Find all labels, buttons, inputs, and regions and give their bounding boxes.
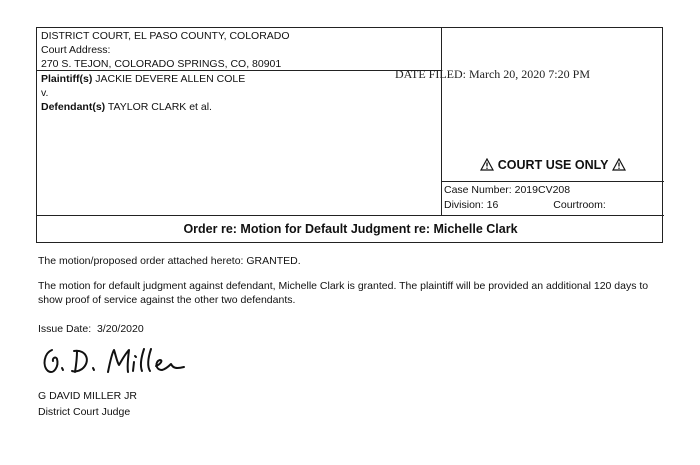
court-use-only-label xyxy=(442,158,664,172)
judge-name: G DAVID MILLER JR xyxy=(38,390,137,402)
court-address-label: Court Address: xyxy=(41,44,111,56)
plaintiff-label: Plaintiff(s) xyxy=(41,73,93,85)
handwritten-signature xyxy=(40,344,200,378)
warning-triangle-icon xyxy=(612,158,626,171)
plaintiff-line xyxy=(41,72,437,86)
courtroom-label: Courtroom: xyxy=(553,199,606,211)
defendant-line xyxy=(41,100,437,114)
date-filed-stamp: DATE FILED: March 20, 2020 7:20 PM xyxy=(395,67,590,81)
defendant-label: Defendant(s) xyxy=(41,101,106,113)
division-value: 16 xyxy=(486,199,499,211)
court-name: DISTRICT COURT, EL PASO COUNTY, COLORADO xyxy=(41,30,290,42)
caption-parties-section xyxy=(37,28,442,215)
case-info-box xyxy=(442,181,664,215)
granted-line: The motion/proposed order attached hereto: GRANTED. xyxy=(38,255,301,267)
parties-block xyxy=(37,71,441,115)
issue-date-line xyxy=(38,322,663,336)
versus: v. xyxy=(41,87,49,99)
case-number-row xyxy=(444,183,662,198)
division-label: Division: xyxy=(444,199,484,211)
order-paragraph: The motion for default judgment against defendant, Michelle Clark is granted. The plaintiff will be provided an additional 120 days to show proof of service against the other two defendants. xyxy=(38,280,649,306)
case-number: 2019CV208 xyxy=(514,184,571,196)
court-info-block xyxy=(37,28,441,71)
case-number-label: Case Number: xyxy=(444,184,512,196)
warning-triangle-icon xyxy=(480,158,494,171)
defendant-name: TAYLOR CLARK et al. xyxy=(107,101,212,113)
judge-title: District Court Judge xyxy=(38,406,131,418)
issue-date-label: Issue Date: xyxy=(38,323,92,335)
case-caption-box xyxy=(36,27,663,243)
court-address: 270 S. TEJON, COLORADO SPRINGS, CO, 80901 xyxy=(41,58,282,70)
court-use-only-text: COURT USE ONLY xyxy=(497,158,609,172)
plaintiff-name: JACKIE DEVERE ALLEN COLE xyxy=(95,73,246,85)
issue-date: 3/20/2020 xyxy=(96,323,144,335)
division-row xyxy=(444,198,662,213)
order-title: Order re: Motion for Default Judgment re: Michelle Clark xyxy=(37,215,664,244)
